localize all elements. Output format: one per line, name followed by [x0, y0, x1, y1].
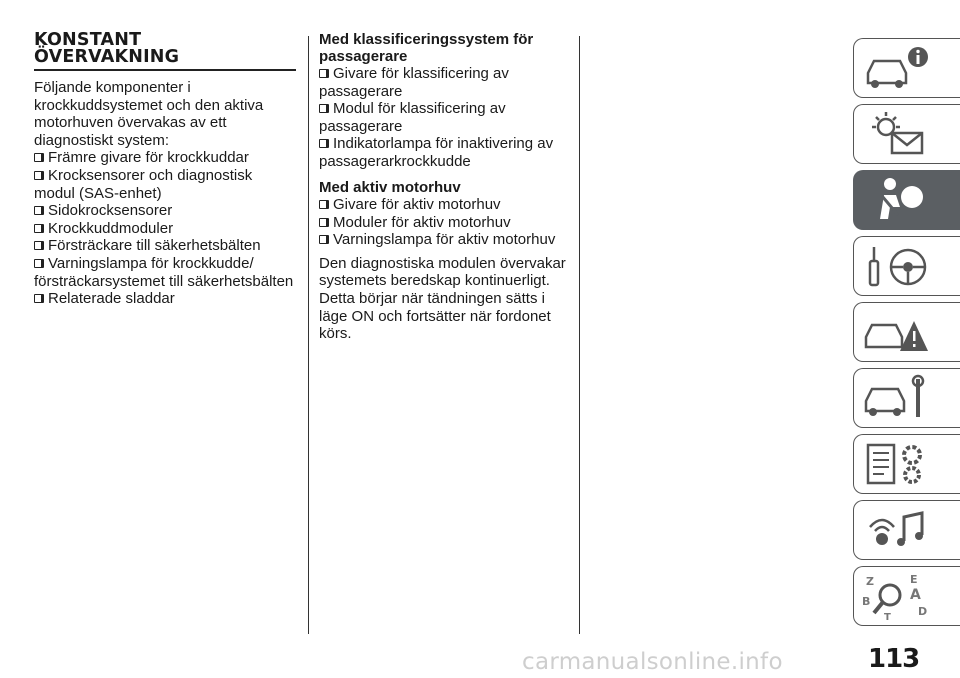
- list-item: Givare för klassificering av passagerare: [319, 65, 509, 100]
- bullet-icon: [34, 259, 44, 268]
- multimedia-icon: [860, 505, 934, 555]
- bullet-icon: [34, 224, 44, 233]
- bullet-icon: [34, 294, 44, 303]
- bullet-icon: [319, 200, 329, 209]
- list-item: Varningslampa för krockkudde/ försträckarsystemet till säkerhetsbälten: [34, 254, 294, 290]
- list-item: Försträckare till säkerhetsbälten: [34, 237, 296, 255]
- svg-text:T: T: [884, 612, 891, 621]
- list-item: Indikatorlampa för inaktivering av passagerarkrockkudde: [319, 135, 554, 170]
- svg-text:Z: Z: [866, 575, 874, 588]
- column-divider: [308, 36, 309, 634]
- subheading-active-hood: Med aktiv motorhuv: [319, 178, 461, 196]
- diagnostic-paragraph: Den diagnostiska modulen övervakar systemets beredskap kontinuerligt. Detta börjar när tändningen sätts i läge ON och fortsätter när fordonet körs.: [319, 254, 566, 343]
- tab-maintenance[interactable]: [853, 368, 960, 428]
- tab-airbag-seatbelt[interactable]: [853, 170, 960, 230]
- warning-lights-message-icon: [860, 109, 934, 159]
- right-column: [319, 32, 574, 343]
- bullet-icon: [319, 139, 329, 148]
- title-underline: [34, 69, 296, 71]
- tab-car-info[interactable]: [853, 38, 960, 98]
- car-emergency-icon: [860, 307, 934, 357]
- tab-index[interactable]: [853, 566, 960, 626]
- svg-text:E: E: [910, 573, 918, 586]
- section-title: KONSTANT ÖVERVAKNING: [34, 30, 180, 67]
- list-item: Modul för klassificering av passagerare: [319, 100, 506, 135]
- component-list: [34, 149, 296, 307]
- intro-paragraph: Följande komponenter i krockkuddsystemet och den aktiva motorhuven övervakas av ett diagnostiskt system:: [34, 79, 264, 149]
- list-item: Varningslampa för aktiv motorhuv: [319, 231, 574, 249]
- list-item: Främre givare för krockkuddar: [34, 149, 296, 167]
- car-maintenance-icon: [860, 373, 934, 423]
- tab-key-steering[interactable]: [853, 236, 960, 296]
- tab-technical-data[interactable]: [853, 434, 960, 494]
- tab-warning-lights[interactable]: [853, 104, 960, 164]
- left-column: [34, 32, 296, 308]
- list-item: Krockkuddmoduler: [34, 220, 296, 238]
- index-search-icon: [860, 571, 934, 621]
- tab-multimedia[interactable]: [853, 500, 960, 560]
- bullet-icon: [34, 241, 44, 250]
- subheading-classification: Med klassificeringssystem för passagerare: [319, 31, 534, 65]
- watermark: carmanualsonline.info: [522, 649, 783, 675]
- list-item: Sidokrocksensorer: [34, 202, 296, 220]
- chapter-tabs: [853, 38, 960, 632]
- bullet-icon: [34, 153, 44, 162]
- list-item: Givare för aktiv motorhuv: [319, 196, 574, 214]
- list-item: Relaterade sladdar: [34, 290, 296, 308]
- column-divider: [579, 36, 580, 634]
- bullet-icon: [34, 171, 44, 180]
- svg-text:B: B: [862, 595, 871, 608]
- bullet-icon: [319, 235, 329, 244]
- key-steering-wheel-icon: [860, 241, 934, 291]
- bullet-icon: [319, 104, 329, 113]
- list-item: Krocksensorer och diagnostisk modul (SAS-enhet): [34, 166, 253, 202]
- svg-text:D: D: [918, 605, 928, 618]
- page-number: 113: [868, 644, 920, 674]
- bullet-icon: [319, 69, 329, 78]
- car-info-icon: [860, 43, 934, 93]
- airbag-seatbelt-icon: [860, 175, 934, 225]
- tab-emergency[interactable]: [853, 302, 960, 362]
- bullet-icon: [319, 218, 329, 227]
- bullet-icon: [34, 206, 44, 215]
- list-item: Moduler för aktiv motorhuv: [319, 214, 574, 232]
- technical-data-icon: [860, 439, 934, 489]
- svg-text:A: A: [910, 587, 921, 603]
